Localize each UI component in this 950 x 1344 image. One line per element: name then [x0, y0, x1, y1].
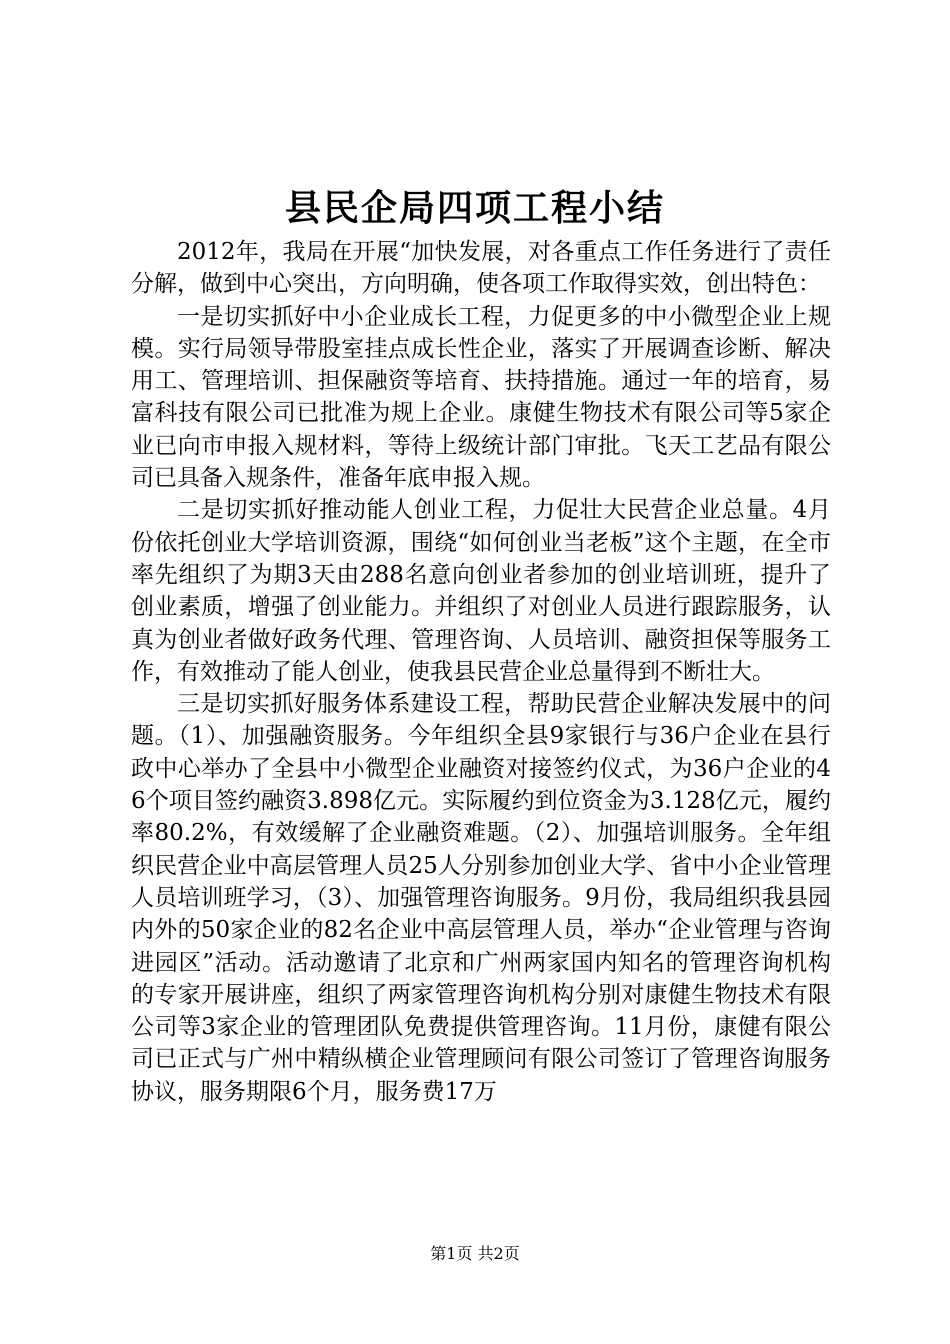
document-body	[131, 236, 831, 1108]
paragraph-service-system-project: 三是切实抓好服务体系建设工程，帮助民营企业解决发展中的问题。（1）、加强融资服务。今年组织全县9家银行与36户企业在县行政中心举办了全县中小微型企业融资对接签约仪式，为36户企业的46个项目签约融资3.898亿元。实际履约到位资金为3.128亿元，履约率80.2%，有效缓解了企业融资难题。（2）、加强培训服务。全年组织民营企业中高层管理人员25人分别参加创业大学、省中小企业管理人员培训班学习，（3）、加强管理咨询服务。9月份，我局组织我县园内外的50家企业的82名企业中高层管理人员，举办“企业管理与咨询进园区”活动。活动邀请了北京和广州两家国内知名的管理咨询机构的专家开展讲座，组织了两家管理咨询机构分别对康健生物技术有限公司等3家企业的管理团队免费提供管理咨询。11月份，康健有限公司已正式与广州中精纵横企业管理顾问有限公司签订了管理咨询服务协议，服务期限6个月，服务费17万	[131, 691, 831, 1105]
paragraph-entrepreneurship-project: 二是切实抓好推动能人创业工程，力促壮大民营企业总量。4月份依托创业大学培训资源，围绕“如何创业当老板”这个主题，在全市率先组织了为期3天由288名意向创业者参加的创业培训班，提升了创业素质，增强了创业能力。并组织了对创业人员进行跟踪服务，认真为创业者做好政务代理、管理咨询、人员培训、融资担保等服务工作，有效推动了能人创业，使我县民营企业总量得到不断壮大。	[131, 497, 831, 685]
document-title: 县民企局四项工程小结	[284, 187, 665, 229]
paragraph-growth-project: 一是切实抓好中小企业成长工程，力促更多的中小微型企业上规模。实行局领导带股室挂点成长性企业，落实了开展调查诊断、解决用工、管理培训、担保融资等培育、扶持措施。通过一年的培育，易富科技有限公司已批准为规上企业。康健生物技术有限公司等5家企业已向市申报入规材料，等待上级统计部门审批。飞天工艺品有限公司已具备入规条件，准备年底申报入规。	[131, 303, 831, 492]
paragraph-intro: 2012年，我局在开展“加快发展，对各重点工作任务进行了责任分解，做到中心突出，方向明确，使各项工作取得实效，创出特色：	[131, 239, 831, 298]
page-footer: 第1页 共2页	[430, 1244, 520, 1263]
